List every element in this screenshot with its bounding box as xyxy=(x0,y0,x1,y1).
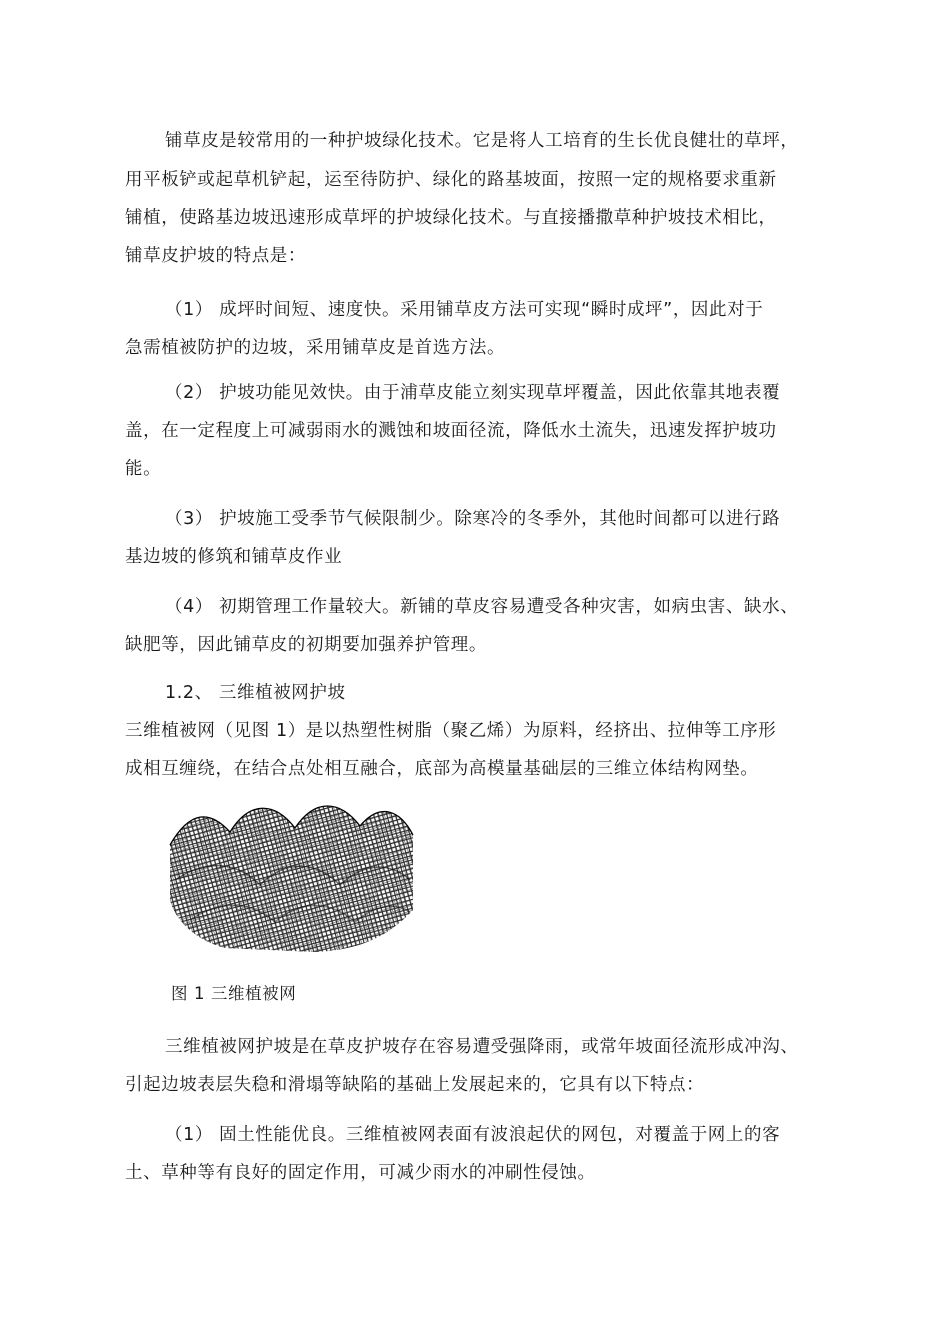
figure-caption: 图 1 三维植被网 xyxy=(171,984,297,1003)
item3-line-2: 基边坡的修筑和铺草皮作业 xyxy=(125,547,343,567)
features-intro-line-2: 引起边坡表层失稳和滑塌等缺陷的基础上发展起来的，它具有以下特点： xyxy=(125,1075,705,1095)
item2-line-2: 盖，在一定程度上可减弱雨水的溅蚀和坡面径流，降低水土流失，迅速发挥护坡功 xyxy=(125,421,777,441)
intro-line-1: 铺草皮是较常用的一种护坡绿化技术。它是将人工培育的生长优良健壮的草坪， xyxy=(165,131,799,151)
intro-line-3: 铺植，使路基边坡迅速形成草坪的护坡绿化技术。与直接播撒草种护坡技术相比， xyxy=(125,208,777,228)
item4-line-2: 缺肥等，因此铺草皮的初期要加强养护管理。 xyxy=(125,635,487,655)
section-heading: 1.2、 三维植被网护坡 xyxy=(165,683,346,703)
item1-line-2: 急需植被防护的边坡，采用铺草皮是首选方法。 xyxy=(125,338,506,358)
section-intro-line-2: 成相互缠绕，在结合点处相互融合，底部为高模量基础层的三维立体结构网垫。 xyxy=(125,759,759,779)
item3-line-1: （3） 护坡施工受季节气候限制少。除寒冷的冬季外，其他时间都可以进行路 xyxy=(165,509,781,529)
feature1-line-2: 土、草种等有良好的固定作用，可减少雨水的冲刷性侵蚀。 xyxy=(125,1163,596,1183)
item2-line-3: 能。 xyxy=(125,459,162,479)
3d-vegetation-net-figure xyxy=(165,790,415,955)
intro-line-4: 铺草皮护坡的特点是： xyxy=(125,246,306,266)
item4-line-1: （4） 初期管理工作量较大。新铺的草皮容易遭受各种灾害，如病虫害、缺水、 xyxy=(165,597,799,617)
intro-line-2: 用平板铲或起草机铲起，运至待防护、绿化的路基坡面，按照一定的规格要求重新 xyxy=(125,170,777,190)
item1-line-1: （1） 成坪时间短、速度快。采用铺草皮方法可实现“瞬时成坪”，因此对于 xyxy=(165,300,764,320)
item2-line-1: （2） 护坡功能见效快。由于浦草皮能立刻实现草坪覆盖，因此依靠其地表覆 xyxy=(165,383,781,403)
feature1-line-1: （1） 固土性能优良。三维植被网表面有波浪起伏的网包，对覆盖于网上的客 xyxy=(165,1125,781,1145)
features-intro-line-1: 三维植被网护坡是在草皮护坡存在容易遭受强降雨，或常年坡面径流形成冲沟、 xyxy=(165,1037,799,1057)
section-intro-line-1: 三维植被网（见图 1）是以热塑性树脂（聚乙烯）为原料，经挤出、拉伸等工序形 xyxy=(125,721,777,741)
